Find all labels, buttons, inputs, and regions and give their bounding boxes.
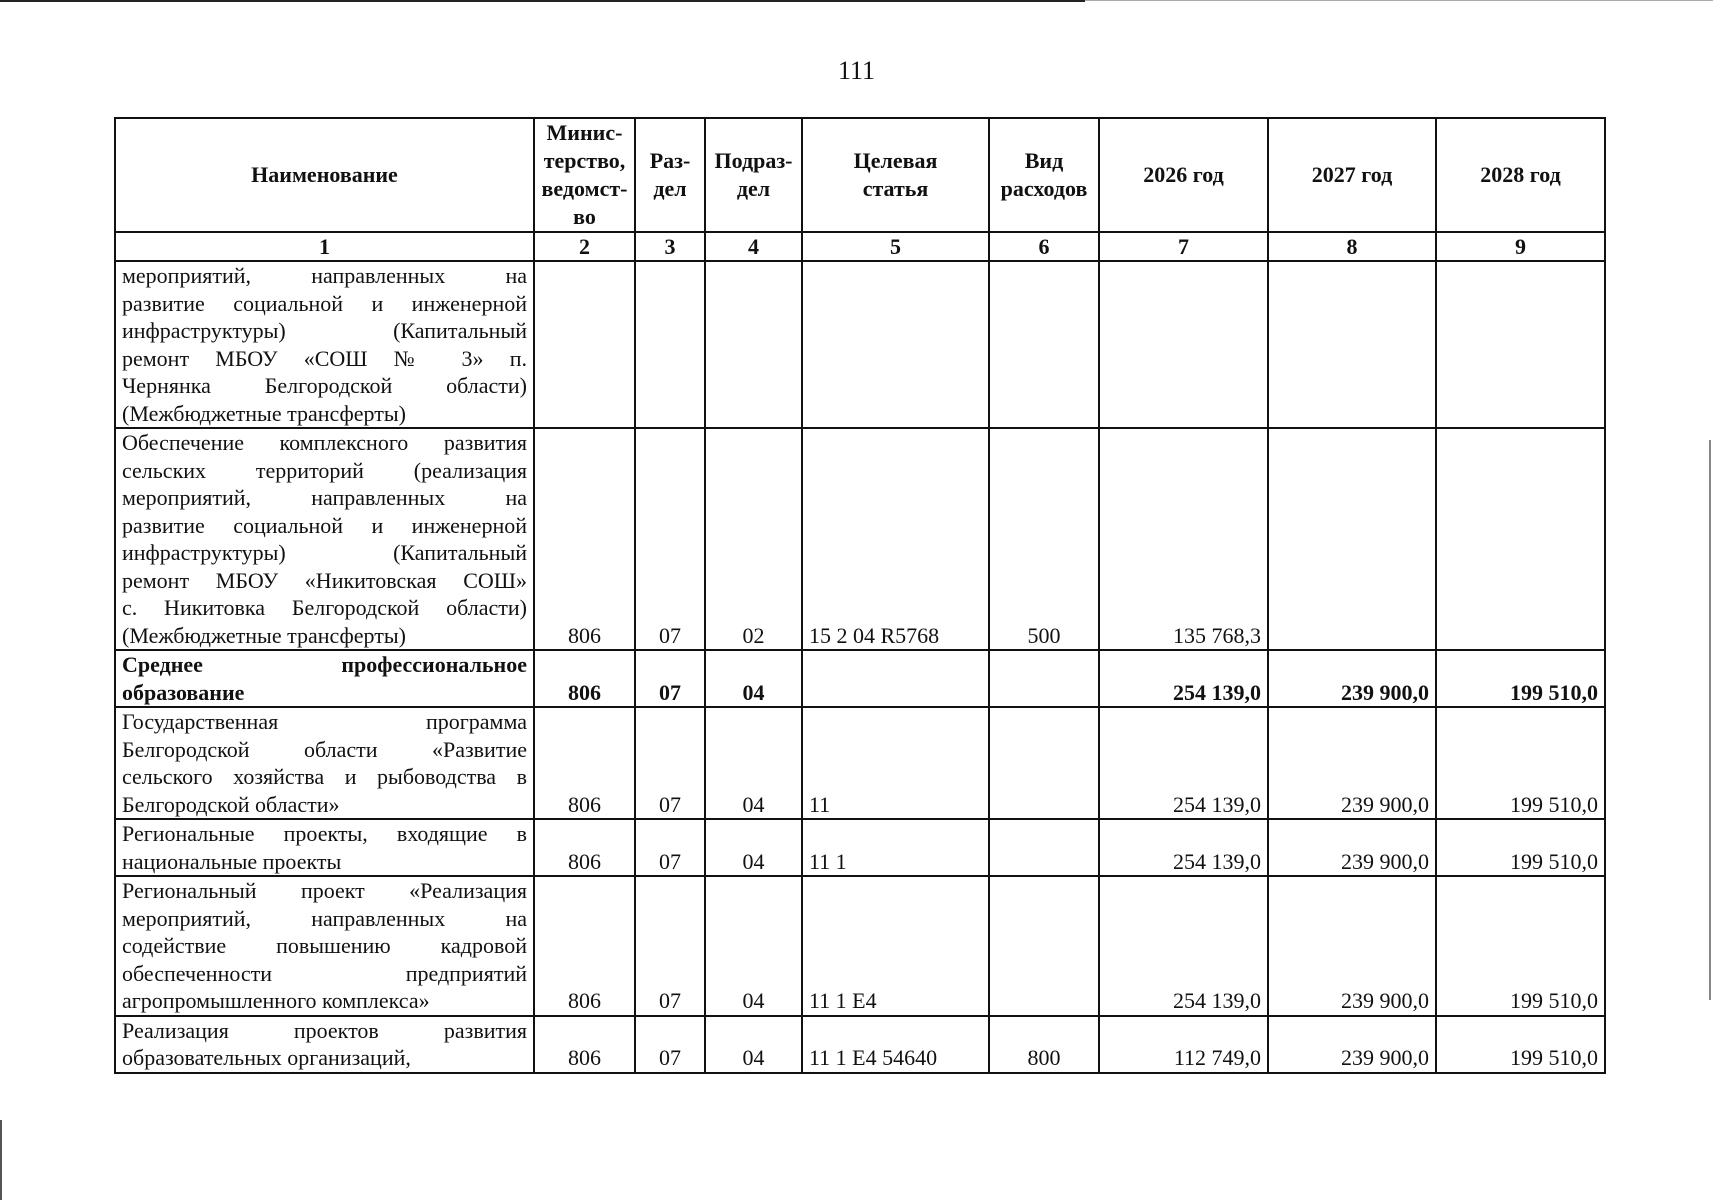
column-number-row xyxy=(115,232,1605,261)
table-row xyxy=(115,428,1605,650)
item-name-cell xyxy=(115,707,534,819)
amount-2026-cell: 254 139,0 xyxy=(1099,650,1268,707)
amount-2027-cell: 239 900,0 xyxy=(1268,707,1436,819)
column-header-line: дел xyxy=(736,176,771,201)
expense-type-cell xyxy=(989,650,1099,707)
column-header xyxy=(802,118,989,232)
expense-type-cell xyxy=(989,261,1099,428)
amount-2027-cell: 239 900,0 xyxy=(1268,819,1436,876)
column-header-line: Целевая xyxy=(853,148,938,173)
column-number: 1 xyxy=(115,232,534,261)
column-number: 9 xyxy=(1436,232,1605,261)
scan-edge-top-faint xyxy=(1085,0,1713,1)
amount-2026-cell: 135 768,3 xyxy=(1099,428,1268,650)
column-number: 3 xyxy=(635,232,705,261)
column-header-line: во xyxy=(573,204,596,229)
column-header-line: 2027 год xyxy=(1311,162,1393,187)
page-number: 111 xyxy=(837,56,876,85)
section-cell: 07 xyxy=(635,876,705,1016)
ministry-cell: 806 xyxy=(534,819,635,876)
item-name-line: Среднее профессиональное xyxy=(122,652,527,677)
item-name-line: национальные проекты xyxy=(122,848,342,874)
item-name-line: сельского хозяйства и рыбоводства в xyxy=(122,764,527,789)
target-article-cell xyxy=(802,261,989,428)
item-name-line: (Межбюджетные трансферты) xyxy=(122,622,406,648)
amount-2028-cell xyxy=(1436,428,1605,650)
item-name-line: инфраструктуры) (Капитальный xyxy=(122,318,527,343)
expense-type-cell xyxy=(989,707,1099,819)
subsection-cell xyxy=(705,261,802,428)
column-header-line: ведомст- xyxy=(541,176,628,201)
column-number: 7 xyxy=(1099,232,1268,261)
item-name-line: ремонт МБОУ «Никитовская СОШ» xyxy=(122,567,527,593)
target-article-cell: 11 1 Е4 54640 xyxy=(802,1016,989,1073)
item-name-cell xyxy=(115,1016,534,1073)
section-cell: 07 xyxy=(635,428,705,650)
target-article-cell: 11 1 xyxy=(802,819,989,876)
amount-2027-cell xyxy=(1268,428,1436,650)
amount-2027-cell: 239 900,0 xyxy=(1268,650,1436,707)
item-name-line: мероприятий, направленных на xyxy=(122,485,527,510)
column-header-line: дел xyxy=(653,176,687,201)
item-name-line: инфраструктуры) (Капитальный xyxy=(122,540,527,565)
item-name-cell xyxy=(115,876,534,1016)
target-article-cell: 11 xyxy=(802,707,989,819)
table-row xyxy=(115,1016,1605,1073)
item-name-cell xyxy=(115,261,534,428)
amount-2028-cell xyxy=(1436,261,1605,428)
target-article-cell xyxy=(802,650,989,707)
table-row xyxy=(115,819,1605,876)
column-header xyxy=(1099,118,1268,232)
column-header xyxy=(534,118,635,232)
ministry-cell: 806 xyxy=(534,876,635,1016)
table-row xyxy=(115,876,1605,1016)
section-cell xyxy=(635,261,705,428)
target-article-cell: 11 1 Е4 xyxy=(802,876,989,1016)
expense-type-cell: 500 xyxy=(989,428,1099,650)
item-name-cell xyxy=(115,650,534,707)
item-name-line: содействие повышению кадровой xyxy=(122,933,527,958)
expense-type-cell xyxy=(989,819,1099,876)
item-name-line: ремонт МБОУ «СОШ № 3» п. xyxy=(122,345,527,371)
table-row xyxy=(115,650,1605,707)
column-header-line: Наименование xyxy=(251,162,398,187)
column-number: 8 xyxy=(1268,232,1436,261)
section-cell: 07 xyxy=(635,650,705,707)
column-header-line: 2028 год xyxy=(1480,162,1561,187)
scan-edge-right xyxy=(1709,440,1711,1000)
column-number: 6 xyxy=(989,232,1099,261)
column-header-line: терство, xyxy=(543,148,626,173)
column-header xyxy=(1436,118,1605,232)
table-row xyxy=(115,261,1605,428)
item-name-cell xyxy=(115,819,534,876)
amount-2028-cell: 199 510,0 xyxy=(1436,707,1605,819)
item-name-line: мероприятий, направленных на xyxy=(122,263,527,288)
column-number: 5 xyxy=(802,232,989,261)
column-number: 4 xyxy=(705,232,802,261)
item-name-cell xyxy=(115,428,534,650)
item-name-line: Чернянка Белгородской области) xyxy=(122,373,527,398)
amount-2026-cell: 254 139,0 xyxy=(1099,707,1268,819)
table-row xyxy=(115,707,1605,819)
item-name-line: образовательных организаций, xyxy=(122,1045,411,1070)
amount-2027-cell: 239 900,0 xyxy=(1268,1016,1436,1073)
amount-2027-cell xyxy=(1268,261,1436,428)
column-header xyxy=(115,118,534,232)
ministry-cell: 806 xyxy=(534,650,635,707)
column-header-line: Минис- xyxy=(546,120,623,145)
subsection-cell: 04 xyxy=(705,1016,802,1073)
column-number: 2 xyxy=(534,232,635,261)
item-name-line: Государственная программа xyxy=(122,709,527,734)
column-header-line: статья xyxy=(862,176,929,201)
expense-type-cell xyxy=(989,876,1099,1016)
amount-2028-cell: 199 510,0 xyxy=(1436,1016,1605,1073)
subsection-cell: 04 xyxy=(705,707,802,819)
amount-2026-cell: 112 749,0 xyxy=(1099,1016,1268,1073)
item-name-line: мероприятий, направленных на xyxy=(122,905,527,931)
section-cell: 07 xyxy=(635,1016,705,1073)
scan-edge-top xyxy=(0,0,1085,2)
scan-edge-left xyxy=(0,1120,2,1200)
table-header-row xyxy=(115,118,1605,232)
item-name-line: сельских территорий (реализация xyxy=(122,457,527,483)
target-article-cell: 15 2 04 R5768 xyxy=(802,428,989,650)
subsection-cell: 04 xyxy=(705,819,802,876)
item-name-line: образование xyxy=(122,679,245,705)
column-header-line: 2026 год xyxy=(1143,162,1224,187)
amount-2026-cell xyxy=(1099,261,1268,428)
item-name-line: Белгородской области» xyxy=(122,791,340,817)
column-header-line: Подраз- xyxy=(714,148,793,173)
section-cell: 07 xyxy=(635,707,705,819)
amount-2026-cell: 254 139,0 xyxy=(1099,876,1268,1016)
item-name-line: Реализация проектов развития xyxy=(122,1017,527,1043)
column-header xyxy=(635,118,705,232)
column-header xyxy=(705,118,802,232)
item-name-line: обеспеченности предприятий xyxy=(122,960,527,986)
ministry-cell: 806 xyxy=(534,1016,635,1073)
subsection-cell: 04 xyxy=(705,876,802,1016)
column-header xyxy=(1268,118,1436,232)
section-cell: 07 xyxy=(635,819,705,876)
subsection-cell: 02 xyxy=(705,428,802,650)
item-name-line: развитие социальной и инженерной xyxy=(122,290,527,316)
ministry-cell: 806 xyxy=(534,707,635,819)
item-name-line: Региональные проекты, входящие в xyxy=(122,821,527,846)
item-name-line: агропромышленного комплекса» xyxy=(122,988,430,1013)
ministry-cell: 806 xyxy=(534,428,635,650)
item-name-line: с. Никитовка Белгородской области) xyxy=(122,595,527,620)
amount-2027-cell: 239 900,0 xyxy=(1268,876,1436,1016)
expense-type-cell: 800 xyxy=(989,1016,1099,1073)
item-name-line: Белгородской области «Развитие xyxy=(122,736,527,762)
column-header xyxy=(989,118,1099,232)
item-name-line: Региональный проект «Реализация xyxy=(122,878,527,903)
budget-table xyxy=(114,117,1606,1074)
amount-2026-cell: 254 139,0 xyxy=(1099,819,1268,876)
ministry-cell xyxy=(534,261,635,428)
amount-2028-cell: 199 510,0 xyxy=(1436,876,1605,1016)
amount-2028-cell: 199 510,0 xyxy=(1436,819,1605,876)
column-header-line: Вид xyxy=(1024,148,1064,173)
amount-2028-cell: 199 510,0 xyxy=(1436,650,1605,707)
column-header-line: расходов xyxy=(1000,176,1088,201)
table-body xyxy=(115,261,1605,1073)
column-header-line: Раз- xyxy=(649,148,691,173)
item-name-line: развитие социальной и инженерной xyxy=(122,512,527,538)
item-name-line: Обеспечение комплексного развития xyxy=(122,430,527,455)
subsection-cell: 04 xyxy=(705,650,802,707)
item-name-line: (Межбюджетные трансферты) xyxy=(122,400,406,426)
